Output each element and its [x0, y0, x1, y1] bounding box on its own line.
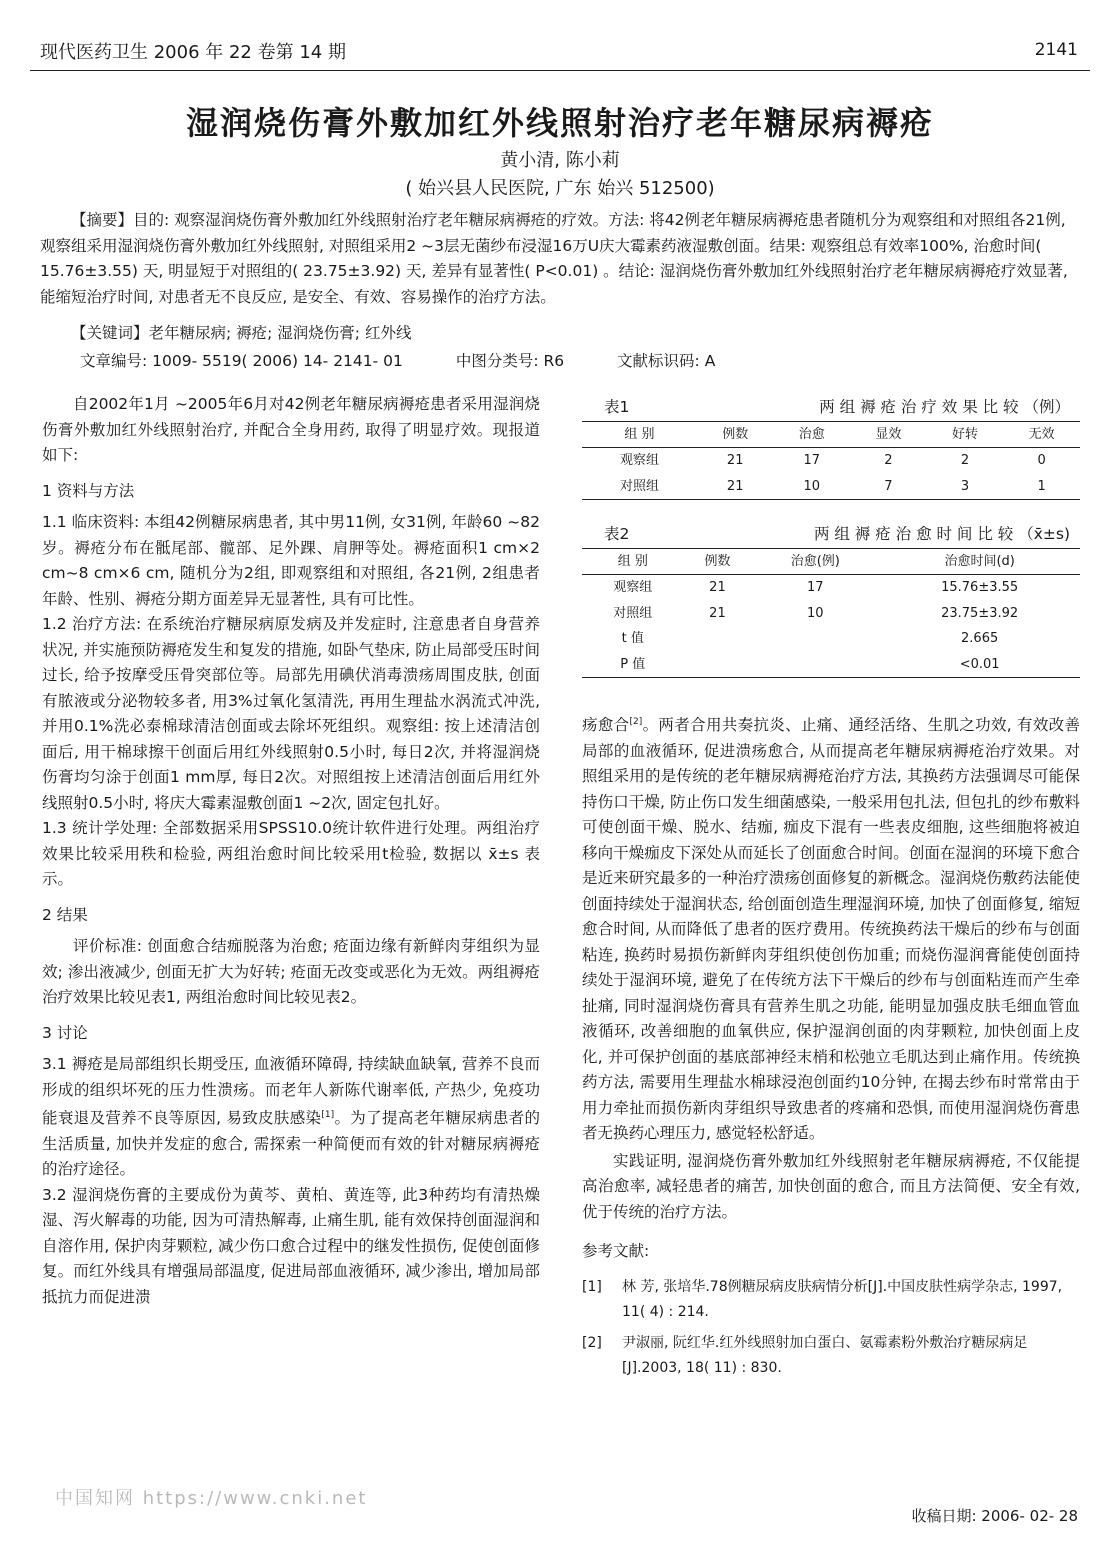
table-2-cell: 15.76±3.55: [941, 580, 1019, 595]
table-1-cell: 2: [960, 453, 970, 468]
table-2-cell: [751, 626, 879, 652]
table-1-cell: 0: [1037, 453, 1046, 468]
references-title: 参考文献:: [582, 1242, 650, 1261]
clc-number: 中图分类号: R6: [455, 352, 565, 370]
reference-text: 林 芳, 张培华.78例糖尿病皮肤病情分析[J].中国皮肤性病学杂志, 1997, 11( 4) : 214.: [622, 1278, 1063, 1320]
section-3-1-text: 3.1 褥疮是局部组织长期受压, 血液循环障碍, 持续缺血缺氧, 营养不良而形成的组织坏死的压力性溃疡。而老年人新陈代谢率低, 产热少, 免疫功能衰退及营养不良等原因, 易致皮肤感染: [42, 1055, 540, 1128]
table-1-cell: 21: [726, 453, 744, 468]
discussion-continued-text: 。两者合用共奏抗炎、止痛、通经活络、生肌之功效, 有效改善局部的血液循环, 促进溃疡愈合, 从而提高老年糖尿病褥疮治疗效果。对照组采用的是传统的老年糖尿病褥疮治疗方法, 其换药方法强调尽可能保持伤口干燥, 防止伤口发生细菌感染, 一般采用包扎法, 但包扎的纱布敷料可使创面干燥、脱水、结痂, 痂皮下混有一些表皮细胞, 这些细胞将被迫移向干燥痂皮下深处从而延长了创面愈合时间。创面在湿润的环境下愈合是近来研究最多的一种治疗溃疡创面修复的新概念。湿润烧伤敷药法能使创面持续处于湿润状态, 给创面创造生理湿润环境, 加快了创面修复, 缩短愈合时间, 从而降低了患者的医疗费用。传统换药法干燥后的纱布与创面粘连, 换药时易损伤新鲜肉芽组织使创伤加重; 而烧伤湿润膏能使创面持续处于湿润环境, 避免了在传统方法下干燥后的纱布与创面粘连而产生牵扯痛, 同时湿润烧伤膏具有营养生肌之功能, 能明显加强皮肤毛细血管血液循环, 改善细胞的血氧供应, 保护湿润创面的肉芽颗粒, 加快创面上皮化, 并可保护创面的基底部神经末梢和松弛立毛肌达到止痛作用。传统换药方法, 需要用生理盐水棉球浸泡创面约10分钟, 在揭去纱布时常常由于用力牵扯而损伤新肉芽组织导致患者的疼痛和恐惧, 而使用湿润烧伤膏患者无换药心理压力, 感觉轻松舒适。: [582, 716, 1080, 1143]
table-1-cell: 对照组: [619, 478, 659, 494]
page-number: 2141: [1034, 40, 1078, 60]
section-2-title: 2 结果: [42, 905, 88, 924]
table-2-label: 表2: [604, 525, 630, 543]
reference-text: 尹淑丽, 阮红华.红外线照射加白蛋白、氨霉素粉外敷治疗糖尿病足[J].2003, 18( 11) : 830.: [622, 1334, 1028, 1376]
table-1-row: [582, 448, 1080, 474]
table-2-grid: [582, 548, 1080, 679]
table-1-header-cell: 好转: [952, 426, 979, 442]
table-1-label: 表1: [604, 398, 630, 416]
table-1-header-cell: 治愈: [798, 426, 825, 442]
table-2-cell: <0.01: [959, 656, 1000, 672]
received-date: 收稿日期: 2006- 02- 28: [911, 1507, 1078, 1525]
table-2-cell: 10: [807, 605, 824, 621]
citation-1: [1]: [321, 1110, 335, 1120]
abstract-text: 【摘要】目的: 观察湿润烧伤膏外敷加红外线照射治疗老年糖尿病褥疮的疗效。方法: 将42例老年糖尿病褥疮患者随机分为观察组和对照组各21例, 观察组采用湿润烧伤膏外敷加红外线照射, 对照组采用2 ~3层无菌纱布浸湿16万U庆大霉素药液湿敷创面。结果: 观察组总有效率100%, 治愈时间( 15.76±3.55) 天, 明显短于对照组的( 23.75±3.92) 天, 差异有显著性( P<0.01) 。结论: 湿润烧伤膏外敷加红外线照射治疗老年糖尿病褥疮疗效显著, 能缩短治疗时间, 对患者无不良反应, 是安全、有效、容易操作的治疗方法。: [40, 211, 1068, 306]
header-rule: [30, 70, 1090, 71]
authors: 黄小清, 陈小莉: [500, 150, 620, 171]
reference-item: [582, 1331, 1080, 1381]
conclusion-paragraph: 实践证明, 湿润烧伤膏外敷加红外线照射老年糖尿病褥疮, 不仅能提高治愈率, 减轻患者的痛苦, 加快创面的愈合, 而且方法简便、安全有效, 优于传统的治疗方法。: [582, 1151, 1080, 1221]
table-1-cell: 17: [803, 453, 821, 468]
table-1-cell: 21: [726, 478, 744, 494]
table-2-header-cell: 治愈(例): [790, 553, 840, 569]
section-3-title: 3 讨论: [42, 1023, 88, 1042]
table-1: [582, 395, 1080, 500]
table-2-cell: [751, 652, 879, 678]
table-1-body: [582, 448, 1080, 500]
doc-code: 文献标识码: A: [617, 352, 716, 370]
table-2-row: [582, 575, 1080, 601]
section-2-text: 评价标准: 创面愈合结痂脱落为治愈; 疮面边缘有新鲜肉芽组织为显效; 渗出液减少, 创面无扩大为好转; 疮面无改变或恶化为无效。两组褥疮治疗效果比较见表1, 两组治愈时间比较见表2。: [42, 937, 540, 1006]
article-title: 湿润烧伤膏外敷加红外线照射治疗老年糖尿病褥疮: [185, 104, 934, 142]
table-1-header-cell: 无效: [1028, 426, 1055, 442]
table-1-cell: 10: [803, 478, 821, 494]
reference-number: [1]: [582, 1278, 602, 1295]
table-1-title: 两 组 褥 疮 治 疗 效 果 比 较 （例）: [819, 398, 1070, 416]
table-2-header-row: [582, 548, 1080, 575]
table-2-cell: 2.665: [961, 631, 999, 646]
section-1-1: 1.1 临床资料: 本组42例糖尿病患者, 其中男11例, 女31例, 年龄60 ~82岁。褥疮分布在骶尾部、髋部、足外踝、肩胛等处。褥疮面积1 cm×2 cm~8 cm×6 cm, 随机分为2组, 即观察组和对照组, 各21例, 2组患者年龄、性别、褥疮分期方面差异无显著性, 具有可比性。: [42, 513, 540, 608]
section-1-title: 1 资料与方法: [42, 481, 135, 500]
table-1-header-cell: 显效: [875, 426, 902, 442]
table-1-row: [582, 474, 1080, 500]
right-column-text: [582, 710, 1080, 1387]
table-1-caption: [582, 395, 1080, 421]
keywords: 【关键词】老年糖尿病; 褥疮; 湿润烧伤膏; 红外线: [71, 324, 412, 342]
left-column: [42, 392, 540, 1310]
article-meta: [80, 349, 763, 371]
citation-2: [2]: [629, 717, 643, 727]
table-2-title: 两 组 褥 疮 治 愈 时 间 比 较 （x̄±s): [813, 525, 1070, 543]
table-1-header-row: [582, 421, 1080, 448]
intro-paragraph: 自2002年1月 ~2005年6月对42例老年糖尿病褥疮患者采用湿润烧伤膏外敷加红外线照射治疗, 并配合全身用药, 取得了明显疗效。现报道如下:: [42, 395, 540, 464]
affiliation: ( 始兴县人民医院, 广东 始兴 512500): [405, 178, 715, 199]
table-2-header-cell: 治愈时间(d): [944, 553, 1015, 569]
section-3-2: 3.2 湿润烧伤膏的主要成份为黄芩、黄柏、黄连等, 此3种药均有清热燥湿、泻火解毒的功能, 因为可清热解毒, 止痛生肌, 能有效保持创面湿润和自溶作用, 保护肉芽颗粒, 减少伤口愈合过程中的继发性损伤, 促使创面修复。而红外线具有增强局部温度, 促进局部血液循环, 减少渗出, 增加局部抵抗力而促进溃: [42, 1185, 540, 1306]
table-2-cell: 17: [807, 580, 824, 595]
table-2-cell: 21: [709, 605, 726, 621]
section-1-2: 1.2 治疗方法: 在系统治疗糖尿病原发病及并发症时, 注意患者自身营养状况, 并实施预防褥疮发生和复发的措施, 如卧气垫床, 防止局部受压时间过长, 给予按摩受压骨突部位等。局部先用碘伏消毒溃疡周围皮肤, 创面有脓液或分泌物较多者, 用3%过氧化氢清洗, 再用生理盐水涡流式冲洗, 并用0.1%洗必泰棉球清洁创面或去除坏死组织。观察组: 按上述清洁创面后, 用干棉球擦干创面后用红外线照射0.5小时, 每日2次, 并将湿润烧伤膏均匀涂于创面1 mm厚, 每日2次。对照组按上述清洁创面后用红外线照射0.5小时, 将庆大霉素湿敷创面1 ~2次, 固定包扎好。: [42, 615, 540, 812]
section-1-3: 1.3 统计学处理: 全部数据采用SPSS10.0统计软件进行处理。两组治疗效果比较采用秩和检验, 两组治愈时间比较采用t检验, 数据以 x̄±s 表示。: [42, 819, 540, 888]
table-1-header-cell: 组 别: [624, 426, 655, 442]
section-3-1: [42, 1052, 540, 1183]
reference-item: [582, 1275, 1080, 1325]
table-2-row: [582, 626, 1080, 652]
table-1-cell: 3: [960, 478, 970, 494]
table-1-cell: 观察组: [619, 453, 659, 468]
table-2-cell: t 值: [621, 631, 644, 646]
table-2-header-cell: 组 别: [617, 553, 648, 569]
table-1-grid: [582, 421, 1080, 501]
table-2: [582, 522, 1080, 678]
table-1-cell: 1: [1037, 478, 1046, 494]
journal-header: 现代医药卫生 2006 年 22 卷第 14 期: [40, 42, 346, 63]
table-2-cell: P 值: [620, 656, 646, 672]
table-1-header-cell: 例数: [722, 426, 749, 442]
table-2-body: [582, 575, 1080, 678]
table-2-cell: 23.75±3.92: [941, 605, 1019, 621]
table-1-cell: 7: [884, 478, 893, 494]
watermark: 中国知网 https://www.cnki.net: [55, 1488, 368, 1509]
table-2-cell: [684, 652, 752, 678]
discussion-continued: [582, 710, 1080, 1147]
table-2-cell: 对照组: [613, 605, 653, 621]
table-2-cell: [684, 626, 752, 652]
section-3-1-tail: 。为了提高老年糖尿病患者的生活质量, 加快并发症的愈合, 需探索一种简便而有效的针对糖尿病褥疮的治疗途径。: [42, 1109, 540, 1179]
table-2-row: [582, 601, 1080, 627]
discussion-continued-start: 疡愈合: [582, 716, 630, 735]
table-2-cell: 观察组: [613, 580, 653, 595]
table-1-cell: 2: [884, 453, 893, 468]
table-2-row: [582, 652, 1080, 678]
abstract: [40, 208, 1080, 310]
table-2-header-cell: 例数: [704, 553, 731, 569]
article-number: 文章编号: 1009- 5519( 2006) 14- 2141- 01: [80, 352, 403, 370]
table-2-cell: 21: [709, 580, 726, 595]
reference-number: [2]: [582, 1334, 602, 1351]
table-2-caption: [582, 522, 1080, 548]
